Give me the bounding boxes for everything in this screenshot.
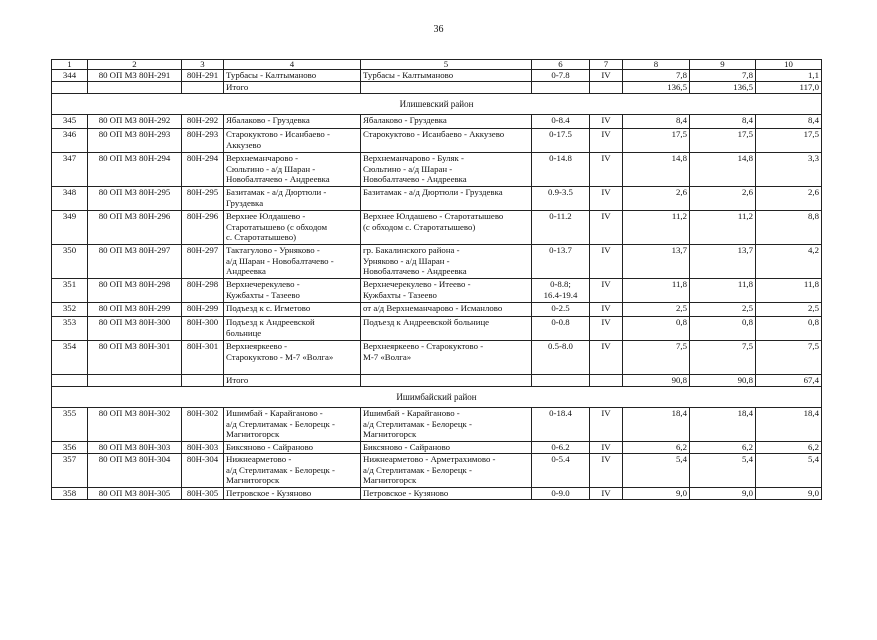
empty-cell (52, 375, 88, 387)
cell-road-id: 80 ОП МЗ 80Н-297 (88, 245, 182, 279)
cell-road-id: 80 ОП МЗ 80Н-301 (88, 341, 182, 375)
cell-length-paved: 5,4 (756, 454, 822, 488)
cell-length-total: 7,8 (623, 70, 690, 82)
cell-road-name: Петровское - Кузяново (224, 488, 361, 500)
cell-road-name: Верхнеяркеево - Старокуктово - М-7 «Волга» (224, 341, 361, 375)
cell-length-total: 13,7 (623, 245, 690, 279)
cell-length-paved: 3,3 (756, 153, 822, 187)
cell-length-regional: 7,5 (690, 341, 756, 375)
total-length-total: 136,5 (623, 82, 690, 94)
cell-length-paved: 11,8 (756, 279, 822, 303)
cell-km-range: 0-14.8 (532, 153, 590, 187)
cell-length-total: 9,0 (623, 488, 690, 500)
cell-length-total: 2,6 (623, 187, 690, 211)
cell-road-name: Подъезд к с. Игметово (224, 303, 361, 317)
cell-road-id: 80 ОП МЗ 80Н-292 (88, 115, 182, 129)
empty-cell (88, 82, 182, 94)
cell-km-range: 0-8.8; 16.4-19.4 (532, 279, 590, 303)
cell-length-regional: 8,4 (690, 115, 756, 129)
cell-category: IV (590, 187, 623, 211)
cell-length-regional: 14,8 (690, 153, 756, 187)
cell-length-total: 11,8 (623, 279, 690, 303)
cell-road-route: Ябалаково - Груздевка (361, 115, 532, 129)
district-row (52, 387, 822, 408)
cell-length-paved: 8,8 (756, 211, 822, 245)
cell-length-paved: 8,4 (756, 115, 822, 129)
cell-number: 350 (52, 245, 88, 279)
table-row (52, 245, 822, 279)
cell-road-name: Турбасы - Калтыманово (224, 70, 361, 82)
cell-length-paved: 1,1 (756, 70, 822, 82)
district-name: Ишимбайский район (52, 387, 822, 408)
cell-length-paved: 18,4 (756, 408, 822, 442)
cell-length-paved: 9,0 (756, 488, 822, 500)
cell-road-route: от а/д Верхнеманчарово - Исманлово (361, 303, 532, 317)
cell-length-paved: 4,2 (756, 245, 822, 279)
cell-road-name: Нижнеарметово - а/д Стерлитамак - Белорецк - Магнитогорск (224, 454, 361, 488)
empty-cell (532, 82, 590, 94)
district-name: Илишевский район (52, 94, 822, 115)
cell-road-route: Старокуктово - Исанбаево - Аккузево (361, 129, 532, 153)
cell-number: 358 (52, 488, 88, 500)
cell-road-code: 80Н-305 (182, 488, 224, 500)
cell-road-route: Петровское - Кузяново (361, 488, 532, 500)
cell-km-range: 0-5.4 (532, 454, 590, 488)
cell-category: IV (590, 245, 623, 279)
cell-road-code: 80Н-301 (182, 341, 224, 375)
cell-length-paved: 17,5 (756, 129, 822, 153)
cell-length-total: 11,2 (623, 211, 690, 245)
cell-road-id: 80 ОП МЗ 80Н-304 (88, 454, 182, 488)
cell-length-regional: 7,8 (690, 70, 756, 82)
cell-number: 353 (52, 317, 88, 341)
cell-category: IV (590, 408, 623, 442)
cell-road-code: 80Н-299 (182, 303, 224, 317)
empty-cell (532, 375, 590, 387)
cell-road-code: 80Н-295 (182, 187, 224, 211)
cell-number: 352 (52, 303, 88, 317)
total-label: Итого (224, 82, 361, 94)
cell-number: 345 (52, 115, 88, 129)
cell-road-route: Базитамак - а/д Дюртюли - Груздевка (361, 187, 532, 211)
cell-road-name: Верхнечерекулево - Кужбахты - Тазеево (224, 279, 361, 303)
cell-category: IV (590, 153, 623, 187)
column-header: 2 (88, 60, 182, 70)
cell-length-regional: 6,2 (690, 442, 756, 454)
cell-category: IV (590, 488, 623, 500)
cell-km-range: 0.5-8.0 (532, 341, 590, 375)
cell-road-code: 80Н-303 (182, 442, 224, 454)
cell-category: IV (590, 279, 623, 303)
cell-length-regional: 17,5 (690, 129, 756, 153)
total-label: Итого (224, 375, 361, 387)
cell-number: 348 (52, 187, 88, 211)
cell-length-regional: 0,8 (690, 317, 756, 341)
cell-road-route: Нижнеарметово - Арметрахимово - а/д Стерлитамак - Белорецк - Магнитогорск (361, 454, 532, 488)
cell-road-code: 80Н-297 (182, 245, 224, 279)
cell-length-regional: 5,4 (690, 454, 756, 488)
cell-road-name: Старокуктово - Исанбаево - Аккузево (224, 129, 361, 153)
cell-category: IV (590, 211, 623, 245)
cell-road-code: 80Н-296 (182, 211, 224, 245)
cell-road-name: Подъезд к Андреевской больнице (224, 317, 361, 341)
cell-km-range: 0-11.2 (532, 211, 590, 245)
empty-cell (590, 375, 623, 387)
cell-road-route: Турбасы - Калтыманово (361, 70, 532, 82)
cell-road-id: 80 ОП МЗ 80Н-296 (88, 211, 182, 245)
cell-length-total: 5,4 (623, 454, 690, 488)
cell-road-route: Верхнее Юлдашево - Старотатышево (с обходом с. Старотатышево) (361, 211, 532, 245)
cell-km-range: 0-7.8 (532, 70, 590, 82)
total-row (52, 375, 822, 387)
cell-length-regional: 13,7 (690, 245, 756, 279)
column-header: 5 (361, 60, 532, 70)
district-row (52, 94, 822, 115)
cell-category: IV (590, 317, 623, 341)
table-row (52, 153, 822, 187)
cell-length-paved: 7,5 (756, 341, 822, 375)
cell-number: 347 (52, 153, 88, 187)
cell-km-range: 0.9-3.5 (532, 187, 590, 211)
table-body (52, 60, 822, 500)
cell-category: IV (590, 341, 623, 375)
cell-road-code: 80Н-298 (182, 279, 224, 303)
cell-road-code: 80Н-300 (182, 317, 224, 341)
cell-road-route: Подъезд к Андреевской больнице (361, 317, 532, 341)
table-row (52, 70, 822, 82)
cell-km-range: 0-0.8 (532, 317, 590, 341)
empty-cell (182, 82, 224, 94)
cell-road-name: Тактагулово - Урняково - а/д Шаран - Новобалтачево - Андреевка (224, 245, 361, 279)
cell-road-code: 80Н-294 (182, 153, 224, 187)
total-row (52, 82, 822, 94)
cell-number: 349 (52, 211, 88, 245)
cell-length-paved: 2,5 (756, 303, 822, 317)
cell-road-name: Ябалаково - Груздевка (224, 115, 361, 129)
cell-category: IV (590, 303, 623, 317)
cell-length-regional: 11,2 (690, 211, 756, 245)
cell-category: IV (590, 442, 623, 454)
roads-table (51, 59, 822, 500)
cell-road-name: Верхнее Юлдашево - Старотатышево (с обходом с. Старотатышево) (224, 211, 361, 245)
column-header: 3 (182, 60, 224, 70)
empty-cell (52, 82, 88, 94)
cell-length-total: 2,5 (623, 303, 690, 317)
cell-length-total: 8,4 (623, 115, 690, 129)
cell-length-regional: 9,0 (690, 488, 756, 500)
cell-road-route: Биксяново - Сайраново (361, 442, 532, 454)
cell-road-id: 80 ОП МЗ 80Н-299 (88, 303, 182, 317)
cell-road-code: 80Н-304 (182, 454, 224, 488)
cell-road-route: Верхнеманчарово - Буляк - Сюльтино - а/д Шаран - Новобалтачево - Андреевка (361, 153, 532, 187)
total-length-paved: 117,0 (756, 82, 822, 94)
table-row (52, 454, 822, 488)
cell-road-id: 80 ОП МЗ 80Н-295 (88, 187, 182, 211)
cell-number: 355 (52, 408, 88, 442)
cell-road-name: Ишимбай - Карайганово - а/д Стерлитамак - Белорецк - Магнитогорск (224, 408, 361, 442)
empty-cell (88, 375, 182, 387)
cell-category: IV (590, 115, 623, 129)
total-length-regional: 90,8 (690, 375, 756, 387)
cell-length-regional: 2,6 (690, 187, 756, 211)
cell-category: IV (590, 454, 623, 488)
cell-road-code: 80Н-292 (182, 115, 224, 129)
table-row (52, 279, 822, 303)
table-row (52, 341, 822, 375)
cell-road-id: 80 ОП МЗ 80Н-305 (88, 488, 182, 500)
table-row (52, 317, 822, 341)
table-row (52, 442, 822, 454)
cell-km-range: 0-9.0 (532, 488, 590, 500)
cell-length-total: 14,8 (623, 153, 690, 187)
cell-number: 351 (52, 279, 88, 303)
cell-km-range: 0-18.4 (532, 408, 590, 442)
cell-length-total: 17,5 (623, 129, 690, 153)
cell-category: IV (590, 70, 623, 82)
table-row (52, 129, 822, 153)
cell-number: 356 (52, 442, 88, 454)
cell-road-route: гр. Бакалинского района - Урняково - а/д Шаран - Новобалтачево - Андреевка (361, 245, 532, 279)
cell-length-paved: 0,8 (756, 317, 822, 341)
column-header: 7 (590, 60, 623, 70)
table-row (52, 488, 822, 500)
cell-road-id: 80 ОП МЗ 80Н-300 (88, 317, 182, 341)
cell-number: 346 (52, 129, 88, 153)
cell-category: IV (590, 129, 623, 153)
total-length-paved: 67,4 (756, 375, 822, 387)
cell-road-id: 80 ОП МЗ 80Н-293 (88, 129, 182, 153)
cell-number: 354 (52, 341, 88, 375)
cell-length-total: 18,4 (623, 408, 690, 442)
page-number: 36 (433, 24, 444, 35)
cell-length-total: 0,8 (623, 317, 690, 341)
cell-road-id: 80 ОП МЗ 80Н-298 (88, 279, 182, 303)
cell-km-range: 0-17.5 (532, 129, 590, 153)
cell-road-code: 80Н-291 (182, 70, 224, 82)
table-row (52, 211, 822, 245)
cell-road-name: Биксяново - Сайраново (224, 442, 361, 454)
table-header-row (52, 60, 822, 70)
cell-road-route: Верхнечерекулево - Итеево - Кужбахты - Тазеево (361, 279, 532, 303)
column-header: 9 (690, 60, 756, 70)
column-header: 8 (623, 60, 690, 70)
table-row (52, 187, 822, 211)
table-row (52, 115, 822, 129)
cell-km-range: 0-8.4 (532, 115, 590, 129)
cell-length-regional: 11,8 (690, 279, 756, 303)
column-header: 6 (532, 60, 590, 70)
empty-cell (361, 375, 532, 387)
cell-road-id: 80 ОП МЗ 80Н-303 (88, 442, 182, 454)
cell-length-paved: 6,2 (756, 442, 822, 454)
cell-km-range: 0-2.5 (532, 303, 590, 317)
table-row (52, 408, 822, 442)
cell-km-range: 0-6.2 (532, 442, 590, 454)
cell-road-code: 80Н-293 (182, 129, 224, 153)
cell-road-route: Верхнеяркеево - Старокуктово - М-7 «Волга» (361, 341, 532, 375)
cell-number: 344 (52, 70, 88, 82)
total-length-regional: 136,5 (690, 82, 756, 94)
cell-road-id: 80 ОП МЗ 80Н-294 (88, 153, 182, 187)
cell-road-name: Верхнеманчарово - Сюльтино - а/д Шаран - Новобалтачево - Андреевка (224, 153, 361, 187)
total-length-total: 90,8 (623, 375, 690, 387)
cell-road-route: Ишимбай - Карайганово - а/д Стерлитамак - Белорецк - Магнитогорск (361, 408, 532, 442)
cell-km-range: 0-13.7 (532, 245, 590, 279)
empty-cell (590, 82, 623, 94)
table-row (52, 303, 822, 317)
column-header: 10 (756, 60, 822, 70)
cell-length-total: 7,5 (623, 341, 690, 375)
column-header: 1 (52, 60, 88, 70)
cell-length-paved: 2,6 (756, 187, 822, 211)
empty-cell (182, 375, 224, 387)
cell-number: 357 (52, 454, 88, 488)
cell-length-regional: 18,4 (690, 408, 756, 442)
empty-cell (361, 82, 532, 94)
cell-road-id: 80 ОП МЗ 80Н-291 (88, 70, 182, 82)
cell-road-code: 80Н-302 (182, 408, 224, 442)
cell-road-id: 80 ОП МЗ 80Н-302 (88, 408, 182, 442)
cell-length-total: 6,2 (623, 442, 690, 454)
column-header: 4 (224, 60, 361, 70)
cell-road-name: Базитамак - а/д Дюртюли - Груздевка (224, 187, 361, 211)
cell-length-regional: 2,5 (690, 303, 756, 317)
